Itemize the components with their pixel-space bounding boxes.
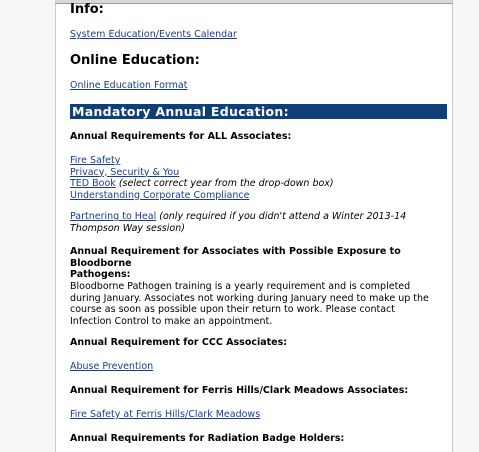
ferris-fire-safety-link[interactable]: Fire Safety at Ferris Hills/Clark Meadows bbox=[70, 409, 261, 420]
info-heading: Info: bbox=[70, 2, 104, 17]
bloodborne-text-3: course as soon as possible upon their return to work. Please contact bbox=[70, 304, 395, 315]
left-margin bbox=[0, 0, 56, 452]
ferris-heading: Annual Requirement for Ferris Hills/Clark Meadows Associates: bbox=[70, 385, 409, 396]
partnering-link[interactable]: Partnering to Heal bbox=[70, 211, 157, 222]
calendar-link[interactable]: System Education/Events Calendar bbox=[70, 29, 237, 40]
online-education-heading: Online Education: bbox=[70, 53, 200, 68]
radiation-heading: Annual Requirements for Radiation Badge Holders: bbox=[70, 433, 345, 444]
fire-safety-link[interactable]: Fire Safety bbox=[70, 155, 121, 166]
bloodborne-text-1: Bloodborne Pathogen training is a yearly requirement and is completed bbox=[70, 281, 411, 292]
right-margin bbox=[452, 0, 479, 452]
ted-book-note: (select correct year from the drop-down box) bbox=[115, 178, 334, 189]
online-format-link[interactable]: Online Education Format bbox=[70, 80, 188, 91]
mandatory-banner-text: Mandatory Annual Education: bbox=[72, 104, 289, 119]
bloodborne-heading: Annual Requirement for Associates with Possible Exposure to Bloodborne bbox=[70, 246, 401, 269]
abuse-prevention-link[interactable]: Abuse Prevention bbox=[70, 361, 154, 372]
privacy-link[interactable]: Privacy, Security & You bbox=[70, 166, 180, 178]
bloodborne-text-4: Infection Control to make an appointment. bbox=[70, 315, 273, 327]
mandatory-banner bbox=[70, 104, 447, 119]
all-associates-heading: Annual Requirements for ALL Associates: bbox=[70, 131, 292, 142]
bloodborne-text-2: during January. Associates not working during January need to make up the bbox=[70, 292, 429, 304]
ccc-heading: Annual Requirement for CCC Associates: bbox=[70, 337, 288, 348]
bloodborne-heading-2: Pathogens: bbox=[70, 269, 131, 280]
partnering-note-2: Thompson Way session) bbox=[70, 222, 185, 234]
ted-book-link[interactable]: TED Book bbox=[70, 178, 116, 189]
corporate-compliance-link[interactable]: Understanding Corporate Compliance bbox=[70, 189, 250, 201]
partnering-note: (only required if you didn't attend a Winter 2013-14 bbox=[156, 211, 407, 222]
